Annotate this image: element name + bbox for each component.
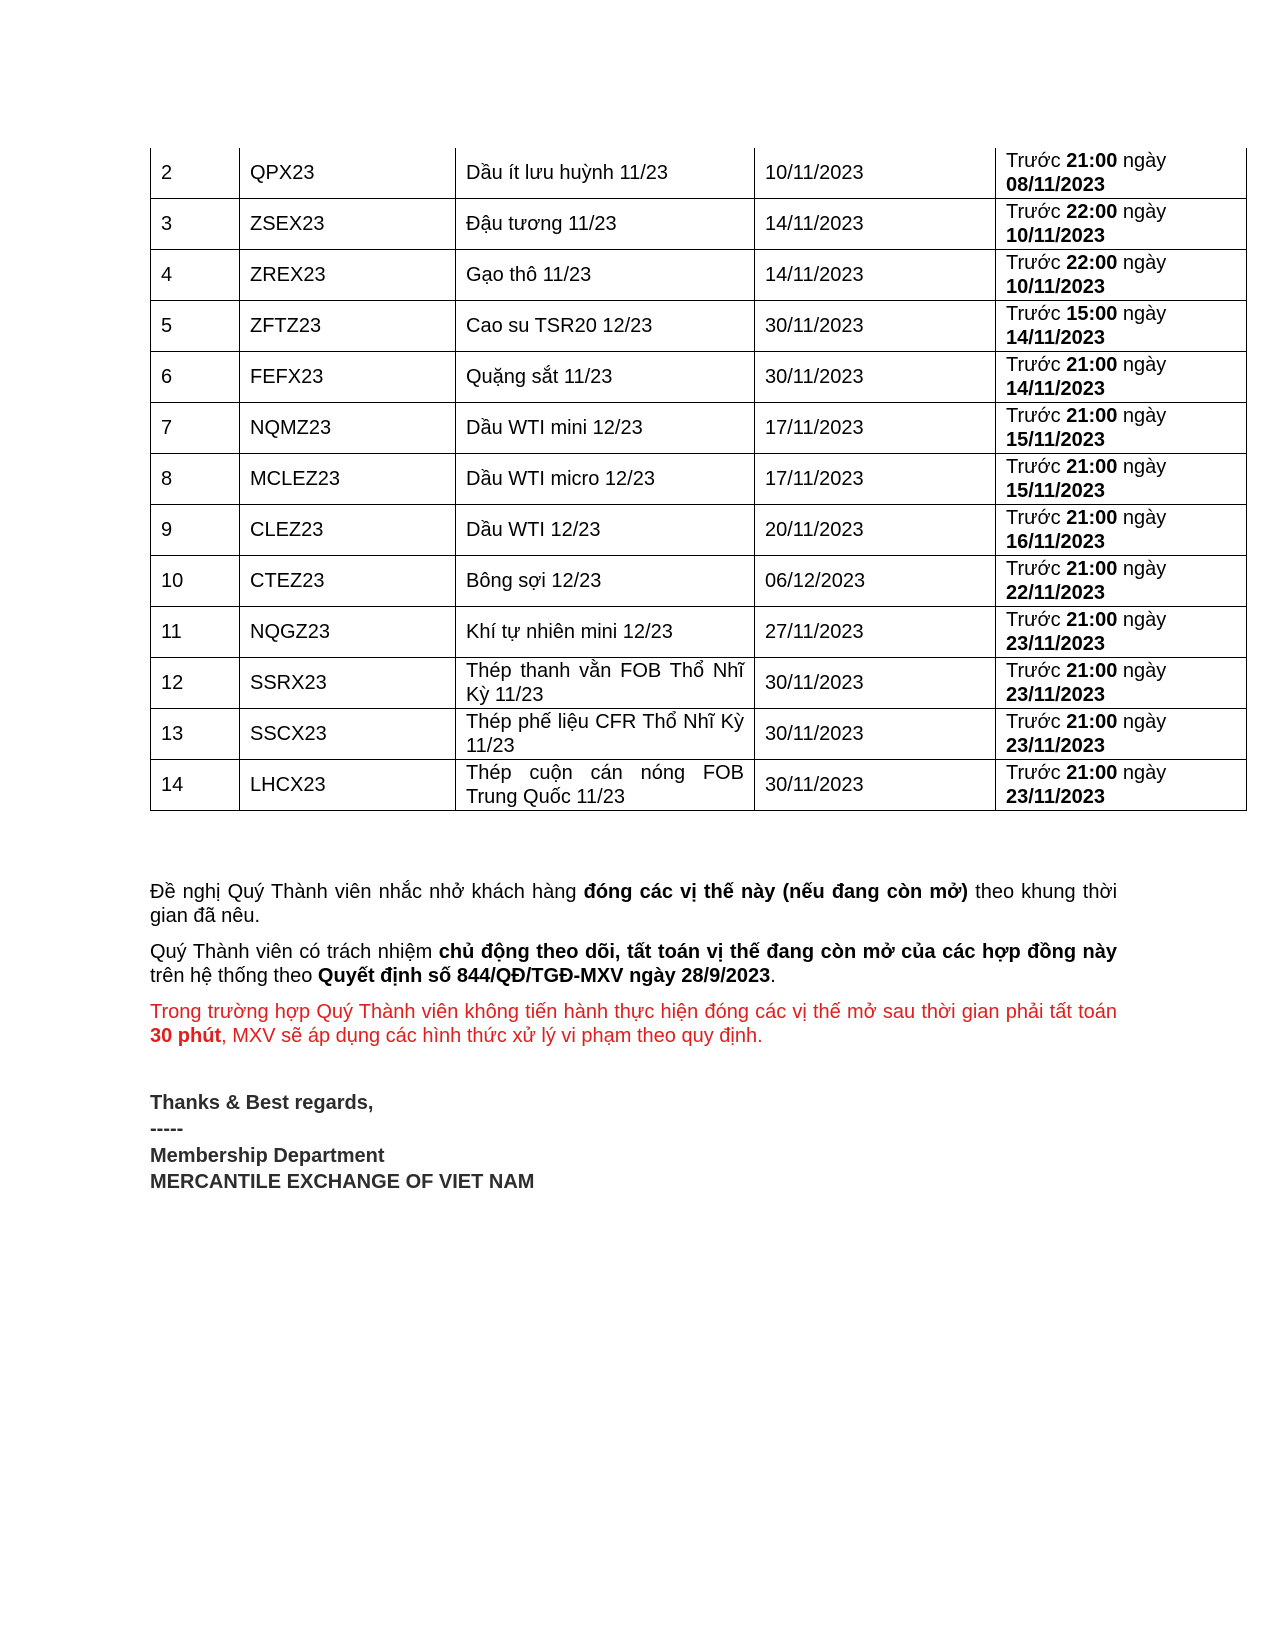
deadline-prefix: Trước	[1006, 660, 1067, 682]
notice-date: 14/11/2023	[755, 199, 996, 250]
signature-regards: Thanks & Best regards,	[150, 1092, 374, 1114]
deadline-time: 22:00	[1066, 201, 1118, 223]
close-deadline	[996, 352, 1247, 403]
contract-name: Dầu WTI micro 12/23	[456, 454, 755, 505]
notice-date: 06/12/2023	[755, 556, 996, 607]
deadline-prefix: Trước	[1006, 354, 1067, 376]
signature-department: Membership Department	[150, 1145, 385, 1167]
row-number: 7	[151, 403, 240, 454]
deadline-prefix: Trước	[1006, 507, 1067, 529]
deadline-time: 22:00	[1066, 252, 1118, 274]
deadline-prefix: Trước	[1006, 405, 1067, 427]
contract-name: Thép thanh vằn FOB Thổ Nhĩ Kỳ 11/23	[456, 658, 755, 709]
warning-text-2: , MXV sẽ áp dụng các hình thức xử lý vi phạm theo quy định.	[221, 1025, 763, 1047]
close-deadline	[996, 556, 1247, 607]
row-number: 9	[151, 505, 240, 556]
deadline-day: 16/11/2023	[1006, 531, 1105, 553]
table-row	[151, 658, 1247, 709]
deadline-day: 23/11/2023	[1006, 735, 1105, 757]
deadline-prefix: Trước	[1006, 303, 1067, 325]
deadline-prefix: Trước	[1006, 252, 1067, 274]
close-deadline	[996, 760, 1247, 811]
row-number: 12	[151, 658, 240, 709]
table-row	[151, 709, 1247, 760]
contract-code: ZFTZ23	[240, 301, 456, 352]
signature-dashes: -----	[150, 1118, 184, 1140]
responsibility-text-2: trên hệ thống theo	[150, 965, 318, 987]
table-row	[151, 250, 1247, 301]
deadline-day: 22/11/2023	[1006, 582, 1105, 604]
deadline-day: 08/11/2023	[1006, 174, 1105, 196]
deadline-day: 15/11/2023	[1006, 480, 1105, 502]
deadline-day: 23/11/2023	[1006, 684, 1105, 706]
notice-date: 20/11/2023	[755, 505, 996, 556]
close-deadline	[996, 709, 1247, 760]
close-deadline	[996, 505, 1247, 556]
deadline-day: 23/11/2023	[1006, 633, 1105, 655]
deadline-time: 21:00	[1066, 354, 1118, 376]
row-number: 3	[151, 199, 240, 250]
paragraph-violation-warning	[150, 1000, 1117, 1048]
close-deadline	[996, 607, 1247, 658]
deadline-mid: ngày	[1117, 711, 1167, 733]
row-number: 6	[151, 352, 240, 403]
table-row	[151, 301, 1247, 352]
deadline-time: 21:00	[1066, 711, 1118, 733]
deadline-time: 21:00	[1066, 660, 1118, 682]
contract-code: SSCX23	[240, 709, 456, 760]
notice-date: 30/11/2023	[755, 709, 996, 760]
table-row	[151, 148, 1247, 199]
contract-code: MCLEZ23	[240, 454, 456, 505]
deadline-mid: ngày	[1117, 303, 1167, 325]
table-row	[151, 607, 1247, 658]
contract-name: Gạo thô 11/23	[456, 250, 755, 301]
deadline-prefix: Trước	[1006, 609, 1067, 631]
deadline-mid: ngày	[1117, 558, 1167, 580]
schedule-table-body	[151, 148, 1247, 811]
contract-name: Dầu ít lưu huỳnh 11/23	[456, 148, 755, 199]
contract-code: ZSEX23	[240, 199, 456, 250]
close-deadline	[996, 148, 1247, 199]
deadline-day: 14/11/2023	[1006, 378, 1105, 400]
deadline-mid: ngày	[1117, 609, 1167, 631]
contract-name: Thép phế liệu CFR Thổ Nhĩ Kỳ 11/23	[456, 709, 755, 760]
deadline-prefix: Trước	[1006, 456, 1067, 478]
deadline-mid: ngày	[1117, 405, 1167, 427]
table-row	[151, 505, 1247, 556]
row-number: 10	[151, 556, 240, 607]
notice-date: 30/11/2023	[755, 352, 996, 403]
responsibility-text-3: .	[770, 965, 776, 987]
deadline-day: 14/11/2023	[1006, 327, 1105, 349]
contract-code: NQGZ23	[240, 607, 456, 658]
row-number: 14	[151, 760, 240, 811]
table-row	[151, 403, 1247, 454]
notice-date: 27/11/2023	[755, 607, 996, 658]
deadline-day: 10/11/2023	[1006, 276, 1105, 298]
deadline-time: 21:00	[1066, 558, 1118, 580]
contract-name: Cao su TSR20 12/23	[456, 301, 755, 352]
deadline-day: 15/11/2023	[1006, 429, 1105, 451]
deadline-prefix: Trước	[1006, 150, 1067, 172]
deadline-mid: ngày	[1117, 150, 1167, 172]
table-row	[151, 454, 1247, 505]
deadline-time: 21:00	[1066, 456, 1118, 478]
contract-name: Đậu tương 11/23	[456, 199, 755, 250]
paragraph-responsibility	[150, 940, 1117, 988]
warning-text-1: Trong trường hợp Quý Thành viên không tiến hành thực hiện đóng các vị thế mở sau thời gian phải tất toán	[150, 1001, 1117, 1023]
close-deadline	[996, 454, 1247, 505]
deadline-prefix: Trước	[1006, 711, 1067, 733]
deadline-prefix: Trước	[1006, 762, 1067, 784]
row-number: 13	[151, 709, 240, 760]
deadline-mid: ngày	[1117, 762, 1167, 784]
contract-name: Quặng sắt 11/23	[456, 352, 755, 403]
table-row	[151, 556, 1247, 607]
deadline-mid: ngày	[1117, 660, 1167, 682]
paragraph-reminder	[150, 880, 1117, 928]
deadline-time: 15:00	[1066, 303, 1118, 325]
deadline-mid: ngày	[1117, 507, 1167, 529]
contract-name: Dầu WTI 12/23	[456, 505, 755, 556]
deadline-time: 21:00	[1066, 507, 1118, 529]
signature-organization: MERCANTILE EXCHANGE OF VIET NAM	[150, 1171, 535, 1193]
row-number: 8	[151, 454, 240, 505]
notice-date: 17/11/2023	[755, 403, 996, 454]
contract-code: SSRX23	[240, 658, 456, 709]
table-row	[151, 352, 1247, 403]
contract-code: LHCX23	[240, 760, 456, 811]
contract-code: ZREX23	[240, 250, 456, 301]
table-row	[151, 199, 1247, 250]
notice-date: 30/11/2023	[755, 301, 996, 352]
contract-name: Khí tự nhiên mini 12/23	[456, 607, 755, 658]
deadline-mid: ngày	[1117, 201, 1167, 223]
deadline-mid: ngày	[1117, 252, 1167, 274]
reminder-bold-1: đóng các vị thế này (nếu đang còn mở)	[583, 881, 969, 903]
contract-code: CLEZ23	[240, 505, 456, 556]
reminder-text-2: theo khung thời gian đã nêu.	[150, 881, 1118, 927]
deadline-time: 21:00	[1066, 609, 1118, 631]
contract-code: QPX23	[240, 148, 456, 199]
row-number: 4	[151, 250, 240, 301]
deadline-mid: ngày	[1117, 354, 1167, 376]
contract-name: Thép cuộn cán nóng FOB Trung Quốc 11/23	[456, 760, 755, 811]
contract-name: Dầu WTI mini 12/23	[456, 403, 755, 454]
notice-date: 10/11/2023	[755, 148, 996, 199]
close-deadline	[996, 658, 1247, 709]
row-number: 11	[151, 607, 240, 658]
notice-date: 14/11/2023	[755, 250, 996, 301]
contract-schedule-table	[150, 148, 1247, 811]
responsibility-bold-2: Quyết định số 844/QĐ/TGĐ-MXV ngày 28/9/2023	[317, 965, 771, 987]
notice-date: 30/11/2023	[755, 760, 996, 811]
close-deadline	[996, 403, 1247, 454]
deadline-day: 10/11/2023	[1006, 225, 1105, 247]
deadline-time: 21:00	[1066, 405, 1118, 427]
reminder-text-1: Đề nghị Quý Thành viên nhắc nhở khách hàng	[150, 881, 584, 903]
contract-code: NQMZ23	[240, 403, 456, 454]
responsibility-bold-1: chủ động theo dõi, tất toán vị thế đang còn mở của các hợp đồng này	[438, 941, 1117, 963]
responsibility-text-1: Quý Thành viên có trách nhiệm	[150, 941, 439, 963]
deadline-mid: ngày	[1117, 456, 1167, 478]
contract-code: FEFX23	[240, 352, 456, 403]
close-deadline	[996, 301, 1247, 352]
row-number: 2	[151, 148, 240, 199]
close-deadline	[996, 199, 1247, 250]
deadline-prefix: Trước	[1006, 201, 1067, 223]
warning-bold-1: 30 phút	[150, 1025, 222, 1047]
notice-date: 30/11/2023	[755, 658, 996, 709]
notice-date: 17/11/2023	[755, 454, 996, 505]
table-row	[151, 760, 1247, 811]
contract-code: CTEZ23	[240, 556, 456, 607]
row-number: 5	[151, 301, 240, 352]
deadline-prefix: Trước	[1006, 558, 1067, 580]
contract-name: Bông sợi 12/23	[456, 556, 755, 607]
close-deadline	[996, 250, 1247, 301]
deadline-time: 21:00	[1066, 762, 1118, 784]
deadline-day: 23/11/2023	[1006, 786, 1105, 808]
deadline-time: 21:00	[1066, 150, 1118, 172]
